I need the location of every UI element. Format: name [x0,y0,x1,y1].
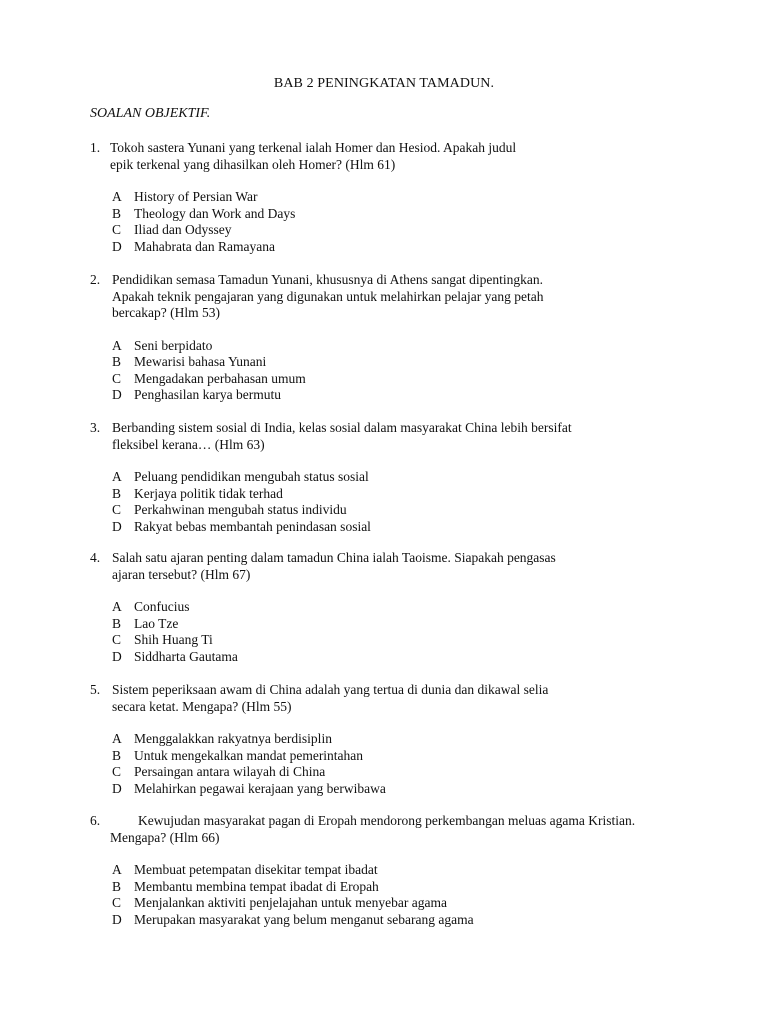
question-text-line: Sistem peperiksaan awam di China adalah yang tertua di dunia dan dikawal selia [112,682,549,697]
question-text-line: bercakap? (Hlm 53) [112,305,220,320]
option-a: A Membuat petempatan disekitar tempat ibadat [112,862,378,877]
question-text-line: epik terkenal yang dihasilkan oleh Homer? (Hlm 61) [110,156,396,172]
option-b: B Theology dan Work and Days [112,205,296,221]
question-text-line: ajaran tersebut? (Hlm 67) [112,566,251,582]
option-d: D Mahabrata dan Ramayana [112,238,275,254]
question-text-line: Pendidikan semasa Tamadun Yunani, khususnya di Athens sangat dipentingkan. [112,272,543,287]
option-c: C Menjalankan aktiviti penjelajahan untuk menyebar agama [112,895,448,910]
option-c: C Iliad dan Odyssey [112,222,232,237]
option-b: B Lao Tze [112,615,179,631]
question-2 [90,272,690,404]
option-b: B Kerjaya politik tidak terhad [112,485,283,501]
option-b: B Mewarisi bahasa Yunani [112,354,267,369]
question-text-line: Berbanding sistem sosial di India, kelas sosial dalam masyarakat China lebih bersifat [112,420,572,435]
question-4 [90,550,690,665]
question-text-line: Apakah teknik pengajaran yang digunakan untuk melahirkan pelajar yang petah [112,288,544,304]
section-heading: SOALAN OBJEKTIF. [90,106,211,121]
question-1 [90,140,690,255]
option-b: B Untuk mengekalkan mandat pemerintahan [112,747,364,763]
option-c: C Shih Huang Ti [112,632,213,647]
option-a: A History of Persian War [112,189,258,204]
option-a: A Peluang pendidikan mengubah status sosial [112,469,369,484]
option-a: A Menggalakkan rakyatnya berdisiplin [112,731,332,746]
question-number: 1. [90,140,101,155]
question-number: 3. [90,420,101,435]
question-3 [90,420,690,535]
option-b: B Membantu membina tempat ibadat di Eropah [112,878,379,894]
question-text-line: Tokoh sastera Yunani yang terkenal ialah Homer dan Hesiod. Apakah judul [110,140,517,155]
option-d: D Melahirkan pegawai kerajaan yang berwibawa [112,780,386,796]
option-d: D Penghasilan karya bermutu [112,387,281,402]
question-6 [90,813,690,928]
option-a: A Confucius [112,599,190,614]
option-c: C Perkahwinan mengubah status individu [112,502,347,517]
option-a: A Seni berpidato [112,337,213,353]
option-c: C Mengadakan perbahasan umum [112,370,306,386]
question-number: 2. [90,272,101,287]
question-text-line: Mengapa? (Hlm 66) [110,829,220,845]
question-text-line: fleksibel kerana… (Hlm 63) [112,436,265,452]
page-title: BAB 2 PENINGKATAN TAMADUN. [273,76,495,91]
option-d: D Merupakan masyarakat yang belum menganut sebarang agama [112,911,474,927]
question-text-line: secara ketat. Mengapa? (Hlm 55) [112,698,292,714]
option-d: D Siddharta Gautama [112,648,238,664]
question-number: 6. [90,813,101,828]
option-c: C Persaingan antara wilayah di China [112,764,326,779]
question-5 [90,682,690,797]
question-text-line: Salah satu ajaran penting dalam tamadun China ialah Taoisme. Siapakah pengasas [112,550,556,565]
question-number: 4. [90,550,101,565]
question-text-line: Kewujudan masyarakat pagan di Eropah mendorong perkembangan meluas agama Kristian. [138,813,636,828]
question-number: 5. [90,682,101,697]
option-d: D Rakyat bebas membantah penindasan sosial [112,518,371,534]
